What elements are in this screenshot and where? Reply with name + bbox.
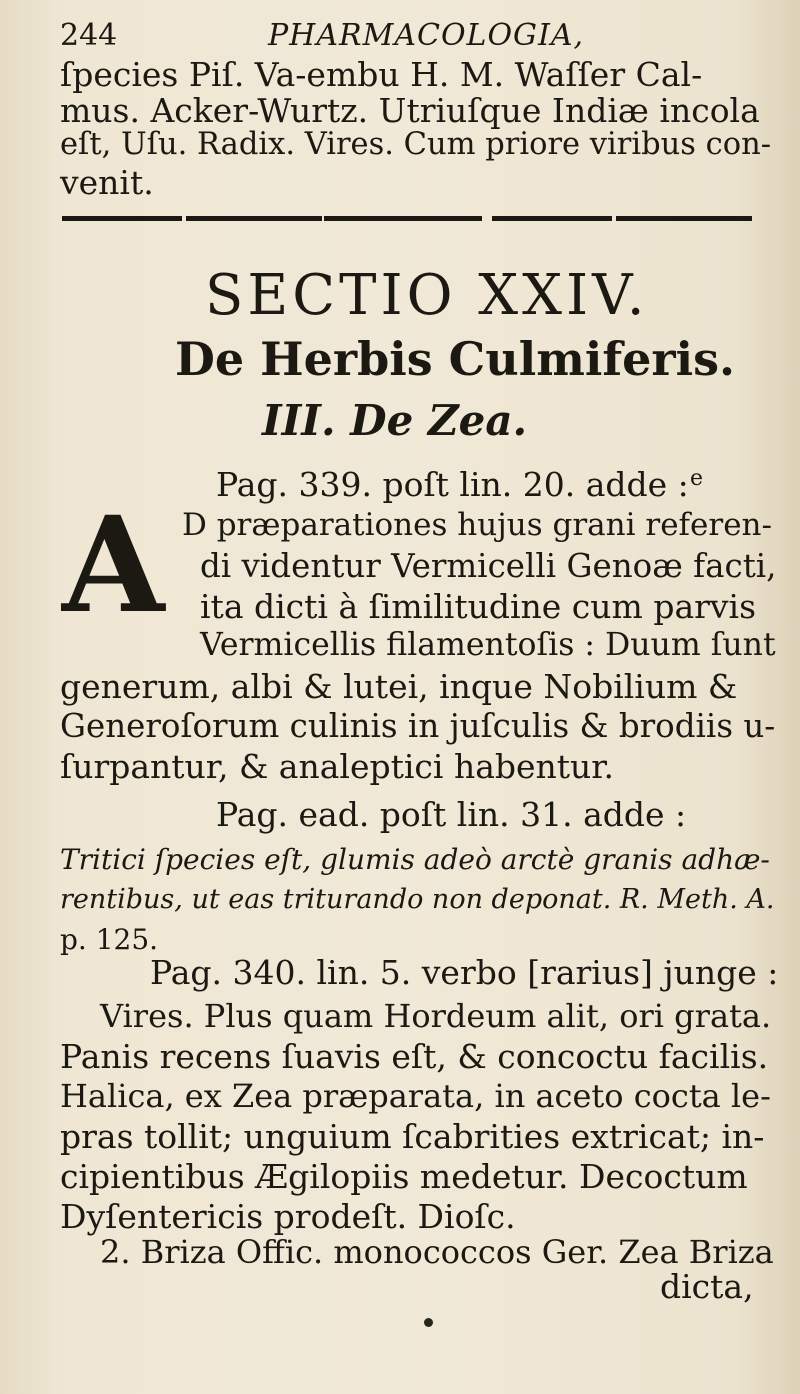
text-line: mus. Acker-Wurtz. Utriuſque Indiæ incola bbox=[60, 91, 760, 130]
text-line: Generoſorum culinis in juſculis & brodiis u- bbox=[60, 707, 776, 745]
text-line: Vires. Plus quam Hordeum alit, ori grata. bbox=[100, 997, 772, 1035]
page-reference: Pag. 339. poſt lin. 20. adde : bbox=[216, 465, 689, 504]
margin-mark: e bbox=[690, 466, 704, 491]
section-heading: SECTIO XXIV. bbox=[205, 263, 649, 328]
text-line: Panis recens ſuavis eſt, & concoctu facilis. bbox=[60, 1037, 769, 1076]
ink-dot bbox=[424, 1318, 433, 1327]
text-line: Halica, ex Zea præparata, in aceto cocta le- bbox=[60, 1077, 771, 1115]
text-line: rentibus, ut eas triturando non deponat. R. Meth. A. bbox=[60, 884, 775, 915]
text-line: ita dicti à ſimilitudine cum parvis bbox=[200, 587, 757, 626]
text-line: ſurpantur, & analeptici habentur. bbox=[60, 747, 614, 786]
text-line: Vermicellis filamentoſis : Duum ſunt bbox=[200, 627, 776, 663]
text-line: venit. bbox=[60, 163, 154, 202]
text-line: p. 125. bbox=[60, 923, 159, 956]
text-line: 2. Briza Offic. monococcos Ger. Zea Briza bbox=[100, 1233, 774, 1271]
page-reference: Pag. ead. poſt lin. 31. adde : bbox=[216, 795, 687, 834]
section-subtitle: III. De Zea. bbox=[262, 396, 528, 445]
text-line: generum, albi & lutei, inque Nobilium & bbox=[60, 667, 738, 706]
page-reference: Pag. 340. lin. 5. verbo [rarius] junge : bbox=[150, 953, 779, 992]
section-title: De Herbis Culmiferis. bbox=[175, 332, 736, 386]
text-line: pras tollit; unguium ſcabrities extricat; in- bbox=[60, 1117, 765, 1156]
text-line: eſt, Uſu. Radix. Vires. Cum priore viribus con- bbox=[60, 127, 772, 162]
text-line: di videntur Vermicelli Genoæ facti, bbox=[200, 547, 777, 585]
running-title: PHARMACOLOGIA, bbox=[268, 18, 585, 53]
drop-cap: A bbox=[62, 488, 165, 643]
page-number: 244 bbox=[60, 18, 118, 53]
text-line: cipientibus Ægilopiis medetur. Decoctum bbox=[60, 1157, 748, 1196]
catchword: dicta, bbox=[660, 1267, 754, 1306]
text-line: D præparationes hujus grani referen- bbox=[182, 507, 772, 543]
text-line: ſpecies Piſ. Va-embu H. M. Waſſer Cal- bbox=[60, 55, 703, 94]
text-line: Tritici ſpecies eſt, glumis adeò arctè granis adhæ- bbox=[60, 843, 770, 876]
text-line: Dyſentericis prodeſt. Dioſc. bbox=[60, 1197, 516, 1236]
section-divider-rule bbox=[62, 216, 752, 221]
